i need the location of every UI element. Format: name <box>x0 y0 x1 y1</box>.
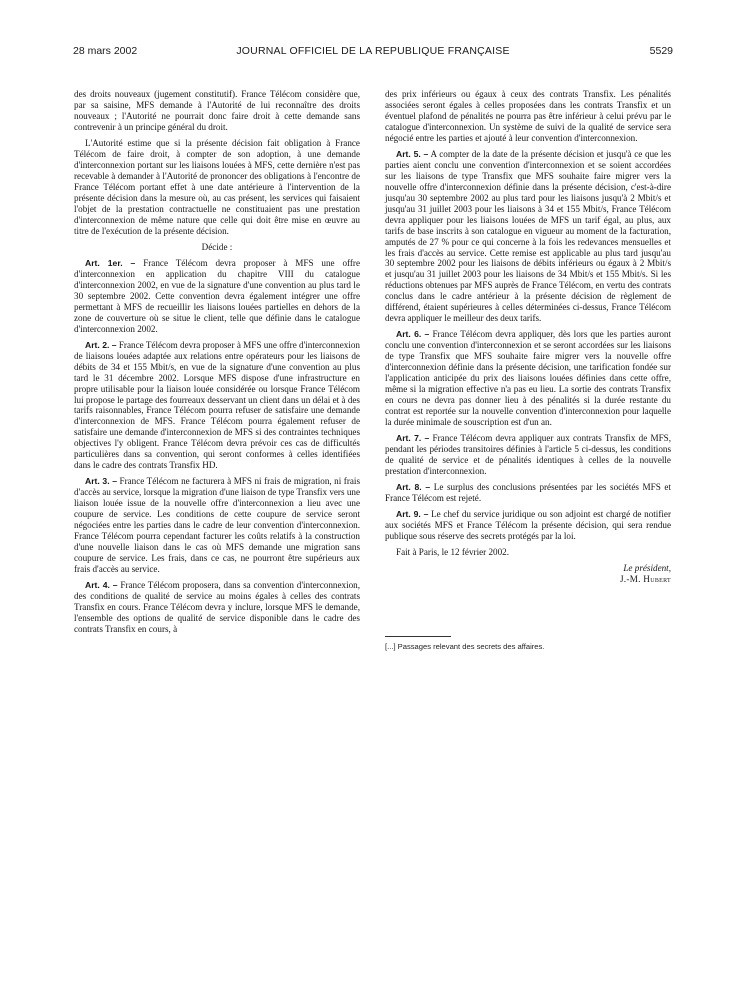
article-1 <box>74 258 360 335</box>
page-header <box>73 44 673 58</box>
article-8-label: Art. 8. – <box>396 482 431 493</box>
footnote-rule <box>385 636 451 637</box>
page-number: 5529 <box>649 45 673 57</box>
article-5-text: A compter de la date de la présente décision et jusqu'à ce que les parties aient conclu une convention d'interconnexion et se soient accordées sur les liaisons de type Transfix que MFS souhaite faire migrer vers la nouvelle offre d'interconnexion définie dans la présente décision, c'est-à-dire jusqu'au 30 septembre 2002 au plus tard pour les liaisons jusqu'à 2 Mbit/s et jusqu'au 31 juillet 2003 pour les liaisons à 34 et 155 Mbit/s, France Télécom devra appliquer pour les liaisons louées de MFS un tarif égal, au plus, aux tarifs de base inscrits à son catalogue en vigueur au moment de la facturation, amputés de 27 % pour ce qui concerne à la fois les redevances mensuelles et les frais d'accès au service. Cette remise est applicable au plus tard jusqu'au 30 septembre 2002 pour les liaisons de débits inférieurs ou égaux à 2 Mbit/s et jusqu'au 31 juillet 2003 pour les liaisons de 34 Mbit/s et 155 Mbit/s. Si les réductions obtenues par MFS auprès de France Télécom, en vertu des contrats conclus dans le cadre antérieur à la présente décision de règlement de différend, étaient supérieures à celles déterminées ci-dessus, France Télécom devra appliquer le meilleur des deux tarifs. <box>385 148 671 324</box>
left-column <box>74 89 360 640</box>
article-6 <box>385 329 671 428</box>
paragraph-continued: des droits nouveaux (jugement constitutif). France Télécom considère que, par sa saisine, MFS demande à l'Autorité de lui reconnaître des droits nouveaux ; l'Autorité ne pourrait donc faire droit à cette demande sans contrevenir à un principe général du droit. <box>74 89 360 132</box>
article-3-label: Art. 3. – <box>85 476 117 487</box>
journal-title: JOURNAL OFFICIEL DE LA REPUBLIQUE FRANÇAISE <box>236 45 510 57</box>
article-2-label: Art. 2. – <box>85 339 117 350</box>
footnote: [...] Passages relevant des secrets des affaires. <box>385 642 545 651</box>
article-5-label: Art. 5. – <box>396 148 429 159</box>
article-2 <box>74 340 360 471</box>
article-6-text: France Télécom devra appliquer, dès lors que les parties auront conclu une convention d'interconnexion et se seront accordées sur les liaisons de type Transfix que MFS souhaite faire migrer vers la nouvelle offre d'interconnexion définie dans la présente décision, une tarification fondée sur l'application anticipée du prix des liaisons louées définies dans cette offre, même si la migration effective n'a pas eu lieu. La sortie des contrats Transfix en cours ne devra pas donner lieu à des pénalités si la durée restante du contrat est reportée sur la nouvelle convention d'interconnexion pour laquelle la durée minimale de souscription est d'un an. <box>385 329 671 428</box>
article-7-label: Art. 7. – <box>396 433 430 444</box>
paragraph-authority-opinion: L'Autorité estime que si la présente décision fait obligation à France Télécom de faire droit, à compter de son adoption, à une demande d'interconnexion portant sur les liaisons louées à MFS, cette dernière n'est pas recevable à demander à l'Autorité de prononcer des obligations à l'encontre de France Télécom portant effet à une date antérieure à l'intervention de la présente décision dans la mesure où, au cas présent, les services qui faisaient l'objet de la prestation contractuelle ne constituaient pas une prestation d'interconnexion de même nature que celle qui doit être mise en œuvre au titre de l'exécution de la présente décision. <box>74 138 360 236</box>
article-6-label: Art. 6. – <box>396 329 430 340</box>
article-4-continued: des prix inférieurs ou égaux à ceux des contrats Transfix. Les pénalités associées seront égales à celles proposées dans les contrats Transfix et un éventuel plafond de pénalités ne pourra pas être inférieur à celui prévu par le catalogue d'interconnexion. Un système de suivi de la qualité de service sera négocié entre les parties et ajouté à leur convention d'interconnexion. <box>385 89 671 143</box>
article-3-text: France Télécom ne facturera à MFS ni frais de migration, ni frais d'accès au service, lorsque la migration d'une liaison de type Transfix vers une liaison louée issue de la nouvelle offre d'interconnexion a lieu avec une coupure de service. Les conditions de cette coupure de service seront négociées entre les parties dans le cadre de leur convention d'interconnexion. France Télécom pourra cependant facturer les coûts relatifs à la construction d'une nouvelle liaison dans le cas où MFS demande une migration sans coupure de service. Les frais, dans ce cas, ne pourront être supérieurs aux frais d'accès au service. <box>74 476 361 575</box>
signer-name: J.-M. Hubert <box>619 574 671 585</box>
header-date: 28 mars 2002 <box>73 45 138 57</box>
article-1-label: Art. 1er. – <box>85 257 136 268</box>
article-9-text: Le chef du service juridique ou son adjoint est chargé de notifier aux sociétés MFS et France Télécom la présente décision, qui sera rendue publique sous réserve des secrets protégés par la loi. <box>385 509 671 542</box>
decide-heading: Décide : <box>201 241 233 252</box>
article-9-label: Art. 9. – <box>396 509 429 520</box>
article-4-label: Art. 4. – <box>85 580 118 591</box>
article-7-text: France Télécom devra appliquer aux contrats Transfix de MFS, pendant les périodes transitoires définies à l'article 5 ci-dessus, les conditions de qualité de service et de pénalités identiques à celles de la nouvelle prestation d'interconnexion. <box>385 433 672 477</box>
article-8 <box>385 482 671 504</box>
article-8-text: Le surplus des conclusions présentées par les sociétés MFS et France Télécom est rejeté. <box>385 482 671 504</box>
article-4 <box>74 580 360 635</box>
article-3 <box>74 476 360 575</box>
place-and-date: Fait à Paris, le 12 février 2002. <box>396 547 510 558</box>
article-5 <box>385 149 671 324</box>
article-4-text: France Télécom proposera, dans sa convention d'interconnexion, des conditions de qualité de service au moins égales à celles des contrats Transfix en cours. France Télécom devra y inclure, lorsque MFS le demande, l'ensemble des options de qualité de service disponible dans le cadre des contrats Transfix en cours, à <box>74 580 361 634</box>
article-9 <box>385 509 671 542</box>
article-7 <box>385 433 671 477</box>
signer-title: Le président, <box>623 563 671 574</box>
article-2-text: France Télécom devra proposer à MFS une offre d'interconnexion de liaisons louées adaptée aux relations entre opérateurs pour les liaisons de débits de 34 et 155 Mbit/s, en vue de la signature d'une convention au plus tard le 31 décembre 2002. Lorsque MFS dispose d'une infrastructure en propre utilisable pour la liaison louée considérée ou lorsque France Télécom lui propose le partage des fourreaux desservant un client dans un délai et à des tarifs raisonnables, France Télécom pourra refuser de satisfaire une demande d'interconnexion de MFS. France Télécom pourra également refuser de satisfaire une demande d'interconnexion de MFS si des contraintes techniques objectives l'y obligent. France Télécom devra prévoir ces cas de difficultés particulières dans sa convention, qui seront conformes à celles identifiées dans le cadre des contrats Transfix HD. <box>74 339 360 471</box>
right-column <box>385 89 671 591</box>
article-1-text: France Télécom devra proposer à MFS une offre d'interconnexion en application du chapitre VIII du catalogue d'interconnexion 2002, en vue de la signature d'une convention au plus tard le 30 septembre 2002. Cette convention devra également intégrer une offre permettant à MFS de recueillir les liaisons louées partielles en dehors de la zone de couverture où se situe le client, telle que définie dans le catalogue d'interconnexion 2002. <box>74 257 361 334</box>
